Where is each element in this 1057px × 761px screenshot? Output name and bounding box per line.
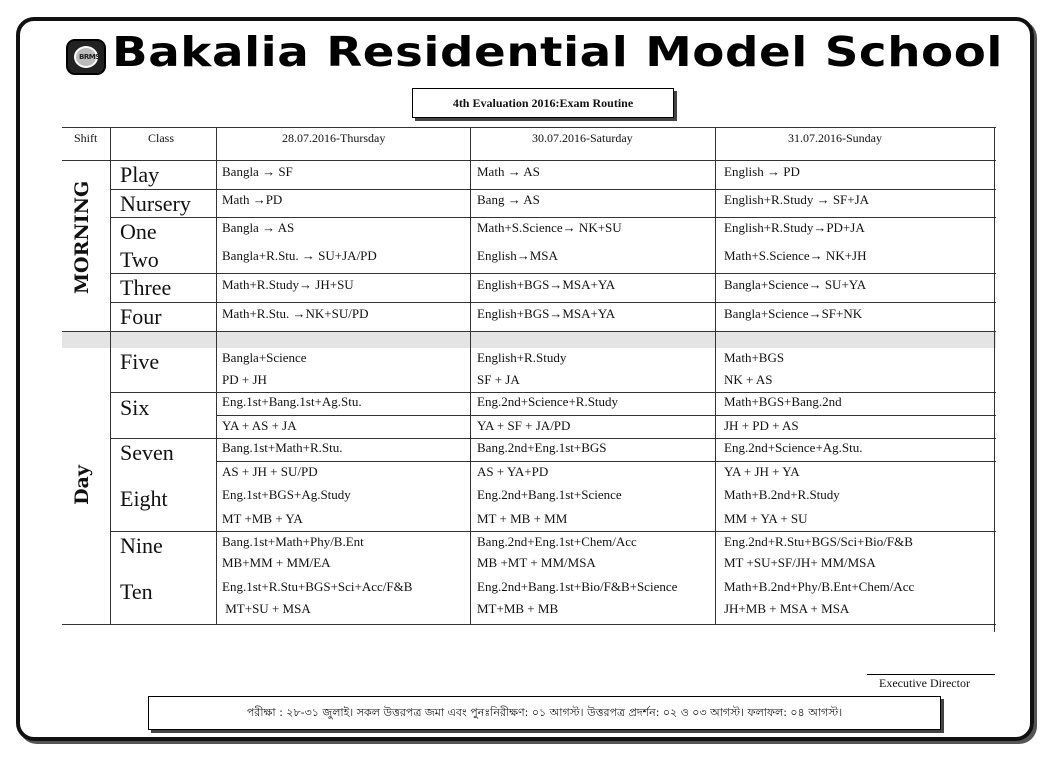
schedule-cell: MT+SU + MSA bbox=[222, 601, 311, 616]
schedule-cell: MT +MB + YA bbox=[222, 511, 303, 526]
table-rule bbox=[110, 531, 996, 532]
header-shift: Shift bbox=[74, 131, 98, 145]
class-play: Play bbox=[120, 162, 160, 187]
schedule-cell: Eng.2nd+Bang.1st+Bio/F&B+Science bbox=[477, 579, 678, 594]
table-rule bbox=[994, 127, 995, 632]
class-two: Two bbox=[120, 247, 159, 272]
schedule-cell: Math →PD bbox=[222, 192, 283, 207]
schedule-cell: Bangla+Science→ SU+YA bbox=[724, 277, 867, 292]
schedule-cell: Bang.2nd+Eng.1st+BGS bbox=[477, 440, 607, 455]
schedule-cell: YA + JH + YA bbox=[724, 464, 800, 479]
class-eight: Eight bbox=[120, 486, 168, 511]
schedule-cell: English → PD bbox=[724, 164, 800, 179]
schedule-cell: English+R.Study→PD+JA bbox=[724, 220, 865, 235]
schedule-cell: MB+MM + MM/EA bbox=[222, 555, 331, 570]
routine-table bbox=[62, 127, 996, 627]
class-ten: Ten bbox=[120, 579, 153, 604]
class-seven: Seven bbox=[120, 440, 174, 465]
schedule-cell: Math+S.Science→ NK+SU bbox=[477, 220, 622, 235]
schedule-cell: MT + MB + MM bbox=[477, 511, 568, 526]
schedule-cell: Math+S.Science→ NK+JH bbox=[724, 248, 867, 263]
table-rule bbox=[62, 331, 996, 332]
exam-title: 4th Evaluation 2016:Exam Routine bbox=[412, 88, 674, 118]
class-five: Five bbox=[120, 349, 160, 374]
table-rule bbox=[216, 415, 996, 416]
schedule-cell: Bang.1st+Math+R.Stu. bbox=[222, 440, 343, 455]
schedule-cell: MM + YA + SU bbox=[724, 511, 808, 526]
schedule-cell: Bangla+R.Stu. → SU+JA/PD bbox=[222, 248, 377, 263]
schedule-cell: SF + JA bbox=[477, 372, 520, 387]
schedule-cell: Math+BGS+Bang.2nd bbox=[724, 394, 842, 409]
schedule-cell: AS + JH + SU/PD bbox=[222, 464, 318, 479]
schedule-cell: Eng.2nd+R.Stu+BGS/Sci+Bio/F&B bbox=[724, 534, 913, 549]
schedule-cell: Bang.1st+Math+Phy/B.Ent bbox=[222, 534, 364, 549]
signature-title: Executive Director bbox=[879, 676, 970, 690]
signature-line bbox=[867, 674, 995, 675]
header-class: Class bbox=[148, 131, 175, 145]
schedule-cell: AS + YA+PD bbox=[477, 464, 549, 479]
class-four: Four bbox=[120, 304, 162, 329]
footer-note: পরীক্ষা : ২৮-৩১ জুলাই। সকল উত্তরপত্র জমা এবং পুনঃনিরীক্ষণ: ০১ আগস্ট। উত্তরপত্র প্রদর্শন: ০২ ও ০৩ আগস্ট। ফলাফল: ০৪ আগস্ট। bbox=[148, 696, 941, 730]
table-rule bbox=[110, 127, 111, 624]
table-rule bbox=[216, 461, 996, 462]
school-logo bbox=[66, 39, 106, 75]
schedule-cell: Eng.2nd+Science+R.Study bbox=[477, 394, 619, 409]
table-rule bbox=[110, 392, 996, 393]
table-rule bbox=[110, 438, 996, 439]
schedule-cell: Eng.1st+BGS+Ag.Study bbox=[222, 487, 351, 502]
schedule-cell: English+BGS→MSA+YA bbox=[477, 277, 616, 292]
class-nine: Nine bbox=[120, 533, 163, 558]
schedule-cell: NK + AS bbox=[724, 372, 773, 387]
schedule-cell: Bangla+Science bbox=[222, 350, 307, 365]
logo-text: BRMS bbox=[79, 53, 100, 61]
school-name: Bakalia Residential Model School bbox=[112, 28, 1004, 76]
schedule-cell: MT +SU+SF/JH+ MM/MSA bbox=[724, 555, 876, 570]
table-rule bbox=[62, 624, 996, 625]
shift-morning: MORNING bbox=[71, 180, 93, 294]
schedule-cell: Eng.1st+R.Stu+BGS+Sci+Acc/F&B bbox=[222, 579, 413, 594]
schedule-cell: Math+B.2nd+Phy/B.Ent+Chem/Acc bbox=[724, 579, 915, 594]
table-rule bbox=[715, 127, 716, 624]
schedule-cell: English+R.Study bbox=[477, 350, 567, 365]
table-rule bbox=[62, 160, 996, 161]
schedule-cell: Bangla → AS bbox=[222, 220, 295, 235]
schedule-cell: JH + PD + AS bbox=[724, 418, 799, 433]
header-day3: 31.07.2016-Sunday bbox=[788, 131, 882, 145]
schedule-cell: Bangla+Science→SF+NK bbox=[724, 306, 863, 321]
shift-day: Day bbox=[71, 465, 93, 505]
table-rule bbox=[110, 189, 996, 190]
schedule-cell: Math+R.Stu. →NK+SU/PD bbox=[222, 306, 369, 321]
header-day2: 30.07.2016-Saturday bbox=[532, 131, 633, 145]
schedule-cell: Math+BGS bbox=[724, 350, 785, 365]
table-rule bbox=[110, 273, 996, 274]
class-one: One bbox=[120, 219, 157, 244]
schedule-cell: MT+MB + MB bbox=[477, 601, 559, 616]
shift-separator bbox=[62, 332, 996, 348]
logo-emblem-icon bbox=[74, 46, 98, 68]
schedule-cell: Eng.2nd+Science+Ag.Stu. bbox=[724, 440, 863, 455]
class-three: Three bbox=[120, 275, 172, 300]
schedule-cell: YA + SF + JA/PD bbox=[477, 418, 571, 433]
schedule-cell: MB +MT + MM/MSA bbox=[477, 555, 596, 570]
schedule-cell: YA + AS + JA bbox=[222, 418, 297, 433]
schedule-cell: English+R.Study → SF+JA bbox=[724, 192, 870, 207]
schedule-cell: JH+MB + MSA + MSA bbox=[724, 601, 850, 616]
schedule-cell: Bang.2nd+Eng.1st+Chem/Acc bbox=[477, 534, 637, 549]
class-nursery: Nursery bbox=[120, 191, 191, 216]
header-day1: 28.07.2016-Thursday bbox=[282, 131, 386, 145]
schedule-cell: Math → AS bbox=[477, 164, 540, 179]
schedule-cell: Eng.1st+Bang.1st+Ag.Stu. bbox=[222, 394, 362, 409]
schedule-cell: Math+B.2nd+R.Study bbox=[724, 487, 840, 502]
table-rule bbox=[110, 217, 996, 218]
class-six: Six bbox=[120, 395, 150, 420]
schedule-cell: Bang → AS bbox=[477, 192, 540, 207]
schedule-cell: English+BGS→MSA+YA bbox=[477, 306, 616, 321]
schedule-cell: Eng.2nd+Bang.1st+Science bbox=[477, 487, 622, 502]
table-rule bbox=[216, 127, 217, 624]
table-rule bbox=[470, 127, 471, 624]
schedule-cell: Bangla → SF bbox=[222, 164, 293, 179]
table-rule bbox=[110, 302, 996, 303]
table-rule bbox=[62, 127, 996, 128]
schedule-cell: PD + JH bbox=[222, 372, 267, 387]
schedule-cell: English→MSA bbox=[477, 248, 558, 263]
schedule-cell: Math+R.Study→ JH+SU bbox=[222, 277, 354, 292]
